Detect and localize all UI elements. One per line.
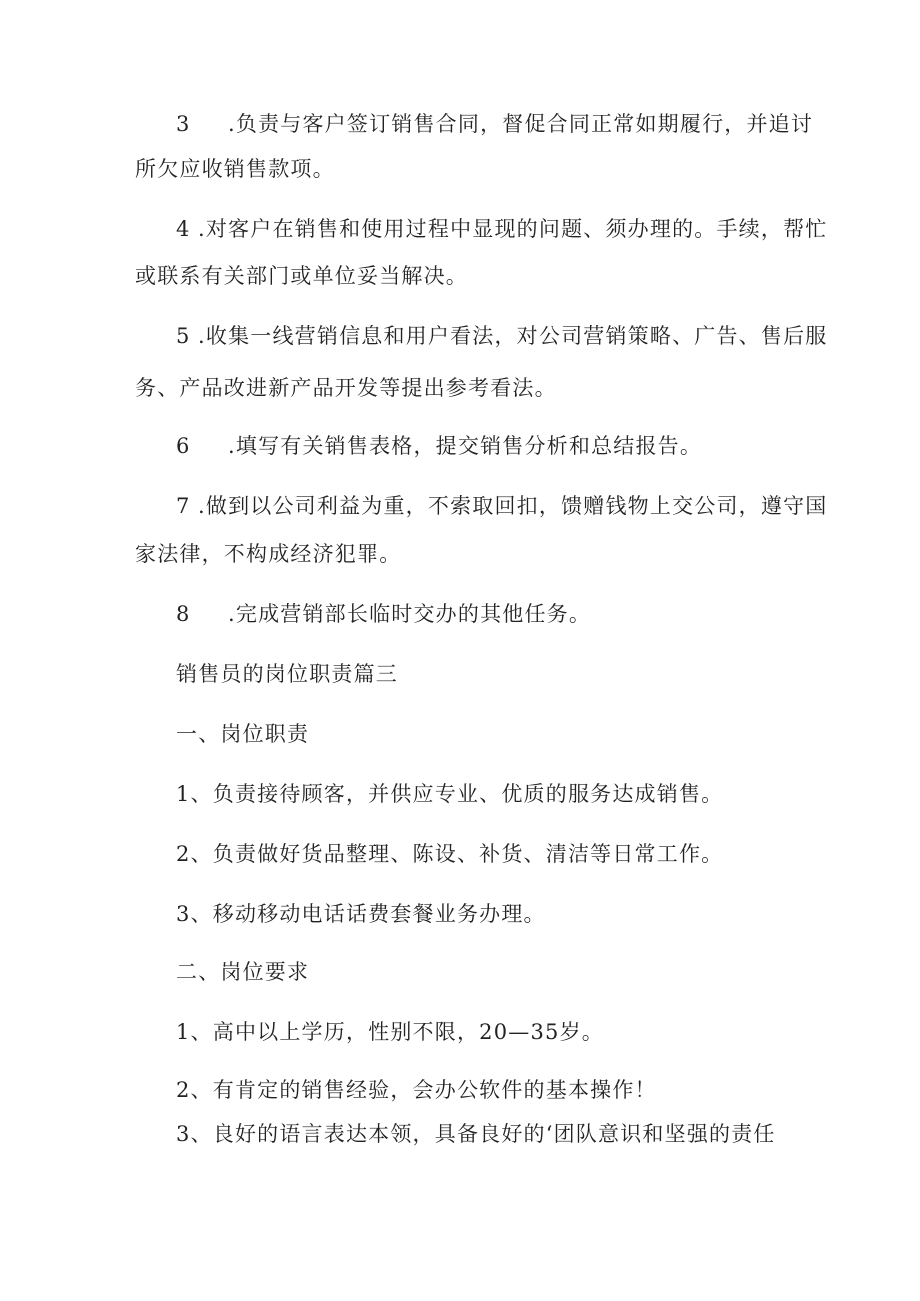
requirements-heading: 二、岗位要求 [176,960,310,984]
item-5-second-line: 务、产品改进新产品开发等提出参考看法。 [135,376,557,400]
item-3-second-line: 所欠应收销售款项。 [135,157,335,181]
item-3-text: .负责与客户签订销售合同，督促合同正常如期履行，并追讨 [228,112,814,136]
item-7-second-line: 家法律，不构成经济犯罪。 [135,542,402,566]
duty-item-3: 3、移动移动电话话费套餐业务办理。 [176,902,546,926]
item-4-text: .对客户在销售和使用过程中显现的问题、须办理的。手续，帮忙 [198,217,828,241]
item-3-first-line [176,110,813,138]
item-5-number: 5 [176,324,191,348]
duty-item-1: 1、负责接待顾客，并供应专业、优质的服务达成销售。 [176,782,724,806]
item-6-number: 6 [176,434,191,458]
item-3-number: 3 [176,112,191,136]
item-5-first-line [176,322,827,350]
requirement-item-3: 3、良好的语言表达本领，具备良好的‘团队意识和坚强的责任 [176,1122,776,1146]
item-6-text: .填写有关销售表格，提交销售分析和总结报告。 [228,434,703,458]
item-4-number: 4 [176,217,191,241]
item-8-text: .完成营销部长临时交办的其他任务。 [228,602,592,626]
item-6-line [176,432,702,460]
duty-item-2: 2、负责做好货品整理、陈设、补货、清洁等日常工作。 [176,842,724,866]
item-5-text: .收集一线营销信息和用户看法，对公司营销策略、广告、售后服 [198,324,828,348]
item-8-line [176,600,591,628]
item-7-text: .做到以公司利益为重，不索取回扣，馈赠钱物上交公司，遵守国 [198,494,828,518]
item-8-number: 8 [176,602,191,626]
requirement-item-1: 1、高中以上学历，性别不限，20—35岁。 [176,1020,605,1044]
item-4-second-line: 或联系有关部门或单位妥当解决。 [135,264,468,288]
requirement-item-2: 2、有肯定的销售经验，会办公软件的基本操作！ [176,1078,657,1102]
item-4-first-line [176,215,827,243]
section-title: 销售员的岗位职责篇三 [176,662,398,686]
duties-heading: 一、岗位职责 [176,722,310,746]
item-7-number: 7 [176,494,191,518]
item-7-first-line [176,492,827,520]
